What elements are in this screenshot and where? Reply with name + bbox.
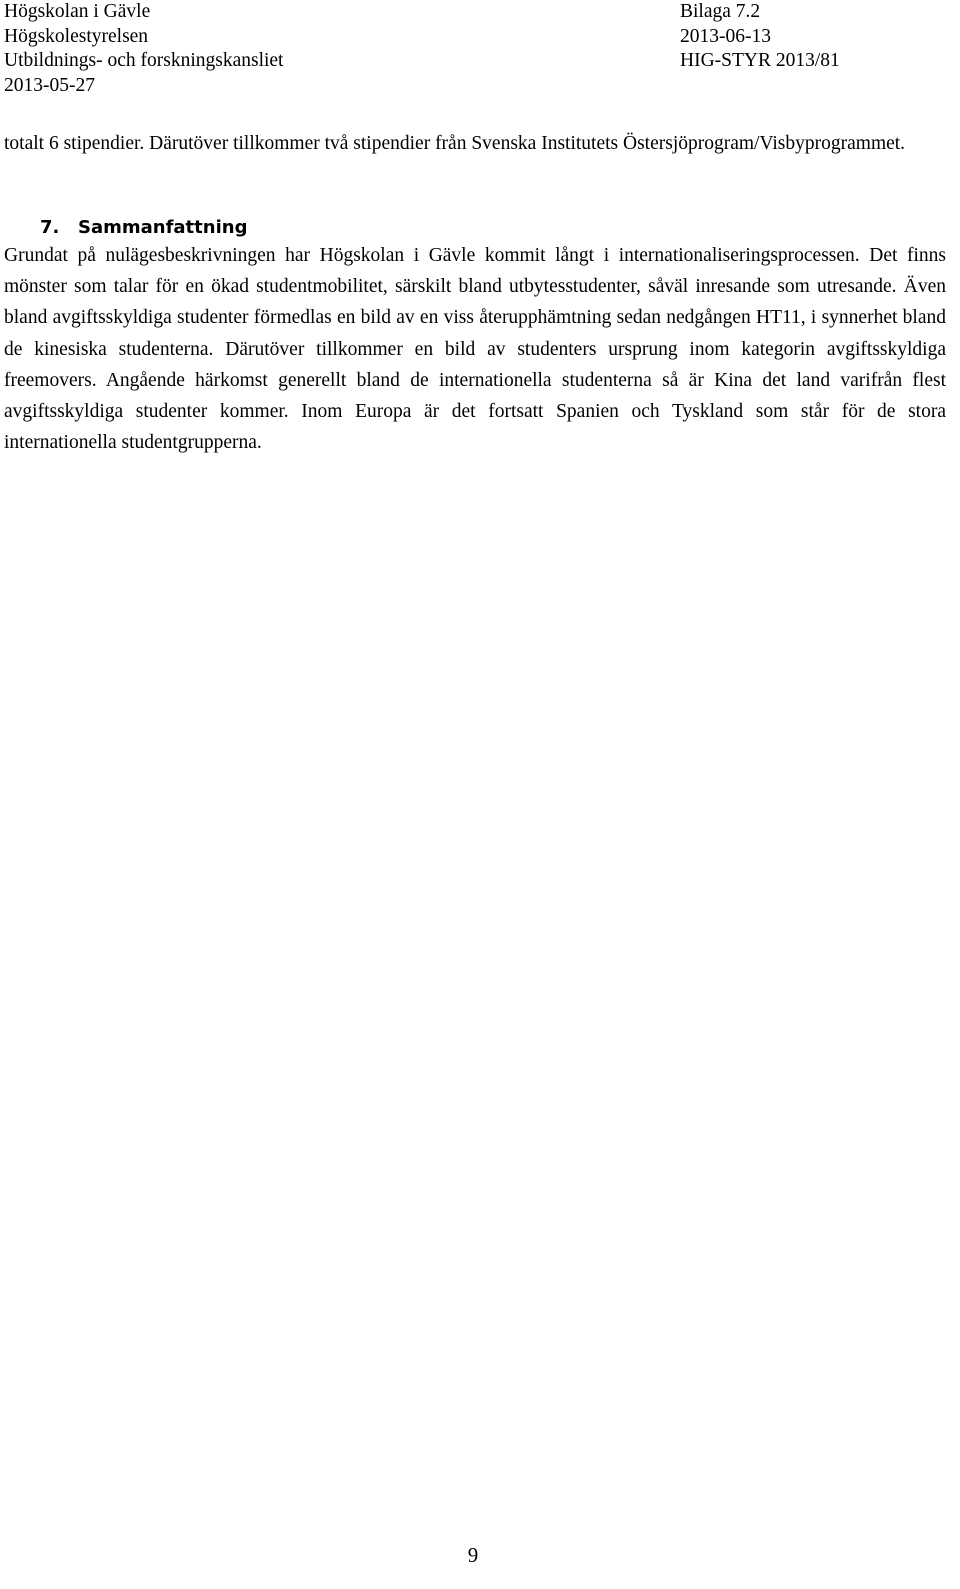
header-attachment: Bilaga 7.2 (680, 1, 761, 22)
page-number: 9 (467, 1543, 479, 1567)
page-header (4, 0, 884, 98)
header-board: Högskolestyrelsen (4, 25, 149, 47)
section-heading (40, 216, 247, 240)
header-row (4, 74, 884, 99)
summary-paragraph: Grundat på nulägesbeskrivningen har Högskolan i Gävle kommit långt i internationaliseringsprocessen. Det finns mönster som talar för en ökad studentmobilitet, särskilt bland utbytesstudenter, såväl inresande som utresande. Även bland avgiftsskyldiga studenter förmedlas en bild av en viss återupphämtning sedan nedgången HT11, i synnerhet bland de kinesiska studenterna. Därutöver tillkommer en bild av studenters ursprung inom kategorin avgiftsskyldiga freemovers. Angående härkomst generellt bland de internationella studenterna så är Kina det land varifrån flest avgiftsskyldiga studenter kommer. Inom Europa är det fortsatt Spanien och Tyskland som står för de stora internationella studentgrupperna. (4, 245, 946, 454)
intro-paragraph: totalt 6 stipendier. Därutöver tillkommer två stipendier från Svenska Institutets Östersjöprogram/Visbyprogrammet. (4, 133, 906, 154)
header-meeting-date: 2013-06-13 (680, 25, 771, 47)
header-row (4, 0, 884, 25)
header-row (4, 49, 884, 74)
header-institution: Högskolan i Gävle (4, 1, 151, 22)
header-office: Utbildnings- och forskningskansliet (4, 50, 284, 71)
section-number: 7. (40, 217, 60, 238)
header-row (4, 25, 884, 50)
header-document-date: 2013-05-27 (4, 74, 95, 96)
section-title: Sammanfattning (78, 217, 248, 238)
header-reference-number: HIG-STYR 2013/81 (680, 50, 840, 71)
